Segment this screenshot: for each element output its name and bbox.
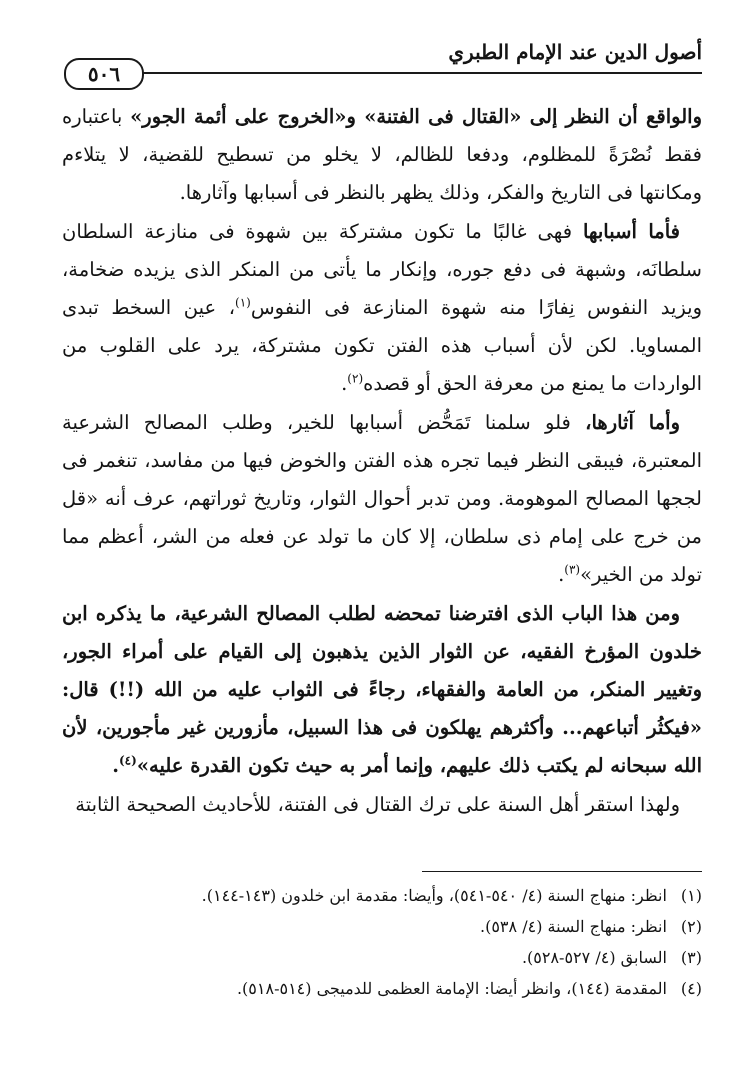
footnote-ref-2: (٢) bbox=[347, 371, 364, 386]
paragraph-4 bbox=[62, 595, 702, 786]
footnote-3-text: السابق (٤/ ٥٢٧-٥٢٨). bbox=[521, 948, 667, 967]
paragraph-3-text-a: فلو سلمنا تَمَحُّض أسبابها للخير، وطلب المصالح الشرعية المعتبرة، فيبقى النظر فيما تجره هذه الفتن والخوض فيها من مفاسد، تنغمر فى لججها المصالح الموهومة. ومن تدبر أحوال الثوار، وتاريخ ثوراتهم، عرف أنه «قل من خرج على إمام ذى سلطان، إلا كان ما تولد عن فعله من الشر، أعظم مما تولد من الخير» bbox=[62, 410, 702, 587]
footnote-4 bbox=[62, 973, 702, 1004]
paragraph-5 bbox=[62, 786, 702, 824]
header-rule bbox=[142, 72, 702, 74]
main-text bbox=[62, 98, 702, 824]
paragraph-4-text-a: ومن هذا الباب الذى افترضنا تمحضه لطلب المصالح الشرعية، ما يذكره ابن خلدون المؤرخ الفقيه، عن الثوار الذين يذهبون إلى القيام على أمراء الجور، وتغيير المنكر، من العامة والفقهاء، رجاءً فى الثواب عليه من الله (!!) قال: «فيكثُر أتباعهم... وأكثرهم يهلكون فى هذا السبيل، مأزورين غير مأجورين، لأن الله سبحانه لم يكتب ذلك عليهم، وإنما أمر به حيث تكون القدرة عليه» bbox=[62, 601, 702, 778]
paragraph-2 bbox=[62, 213, 702, 404]
paragraph-2-text-b: ، عين السخط تبدى المساويا. لكن لأن أسباب هذه الفتن تكون مشتركة، يرد على القلوب من الواردات ما يمنع من معرفة الحق أو قصده bbox=[62, 296, 702, 396]
paragraph-2-text-c: . bbox=[341, 372, 348, 396]
footnote-1-text: انظر: منهاج السنة (٤/ ٥٤٠-٥٤١)، وأيضا: مقدمة ابن خلدون (١٤٣-١٤٤). bbox=[201, 886, 667, 905]
footnote-ref-1: (١) bbox=[235, 295, 251, 310]
footnote-3-number: (٣) bbox=[680, 948, 702, 967]
footnote-2 bbox=[62, 911, 702, 942]
paragraph-1-text: باعتباره فقط نُصْرَةً للمظلوم، ودفعا للظالم، لا يخلو من تسطيح للقضية، لا يتلاءم ومكانتها فى التاريخ والفكر، وذلك يظهر بالنظر فى أسبابها وآثارها. bbox=[62, 105, 702, 205]
running-title: أصول الدين عند الإمام الطبري bbox=[448, 40, 702, 64]
paragraph-3 bbox=[62, 404, 702, 595]
paragraph-2-text-a: فهى غالبًا ما تكون مشتركة بين شهوة فى منازعة السلطان سلطانَه، وشبهة فى دفع جوره، وإنكار ما يأتى من المنكر الذى يزيده ضخامة، ويزيد النفوس نِفارًا منه شهوة المنازعة فى النفوس bbox=[62, 219, 702, 320]
footnote-ref-3: (٣) bbox=[564, 562, 581, 577]
page-number: ٥٠٦ bbox=[64, 58, 144, 90]
footnote-4-text: المقدمة (١٤٤)، وانظر أيضا: الإمامة العظمى للدميجى (٥١٤-٥١٨). bbox=[236, 979, 667, 998]
footnote-4-number: (٤) bbox=[680, 979, 702, 998]
footnote-2-number: (٢) bbox=[680, 917, 702, 936]
paragraph-1-lead: والواقع أن النظر إلى «القتال فى الفتنة» و«الخروج على أئمة الجور» bbox=[130, 105, 702, 128]
footnote-3 bbox=[62, 942, 702, 973]
paragraph-3-text-b: . bbox=[558, 563, 565, 587]
paragraph-4-text-b: . bbox=[112, 754, 119, 778]
footnote-ref-4: (٤) bbox=[118, 753, 137, 768]
footnotes bbox=[62, 880, 702, 1004]
footnote-separator bbox=[422, 871, 702, 872]
paragraph-2-lead: فأما أسبابها bbox=[582, 219, 680, 243]
paragraph-5-text: ولهذا استقر أهل السنة على ترك القتال فى الفتنة، للأحاديث الصحيحة الثابتة bbox=[75, 792, 680, 816]
paragraph-1 bbox=[62, 98, 702, 213]
paragraph-3-lead: وأما آثارها، bbox=[585, 410, 680, 434]
page-header bbox=[64, 36, 702, 86]
footnote-1 bbox=[62, 880, 702, 911]
footnote-1-number: (١) bbox=[680, 886, 702, 905]
footnote-2-text: انظر: منهاج السنة (٤/ ٥٣٨). bbox=[480, 917, 667, 936]
